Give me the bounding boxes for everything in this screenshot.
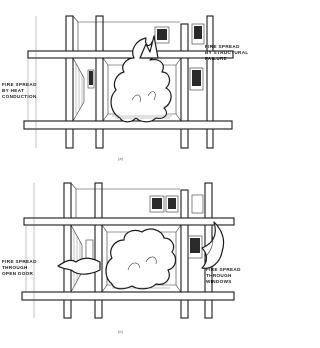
window-upper-right [192,195,203,213]
label-door-line-3: OPEN DOOR [2,271,34,276]
label-windows-line-3: WINDOWS [206,279,232,284]
caption-a: (a) [118,157,124,161]
flame-room-icon [106,229,175,289]
label-windows [206,267,241,284]
label-windows-line-1: FIRE SPREAD [206,267,241,272]
label-conduction-line-2: BY HEAT [2,88,25,93]
label-door-line-1: FIRE SPREAD [2,259,37,264]
label-heat-conduction [2,82,37,99]
label-open-door [2,259,37,276]
label-door-line-2: THROUGH [2,265,28,270]
label-structural-line-2: BY STRUCTURAL [205,50,249,55]
label-structural-line-1: FIRE SPREAD [205,44,240,49]
label-structural-failure [205,44,249,61]
label-conduction-line-1: FIRE SPREAD [2,82,37,87]
open-door [86,240,93,260]
label-windows-line-2: THROUGH [206,273,232,278]
slab-upper [28,51,233,58]
slab-upper [24,218,234,225]
caption-b: (b) [118,330,124,334]
label-conduction-line-3: CONDUCTION [2,94,37,99]
slab-lower [22,292,234,300]
label-structural-line-3: FAILURE [205,56,228,61]
panel-b [2,183,241,334]
panel-a [2,16,249,161]
